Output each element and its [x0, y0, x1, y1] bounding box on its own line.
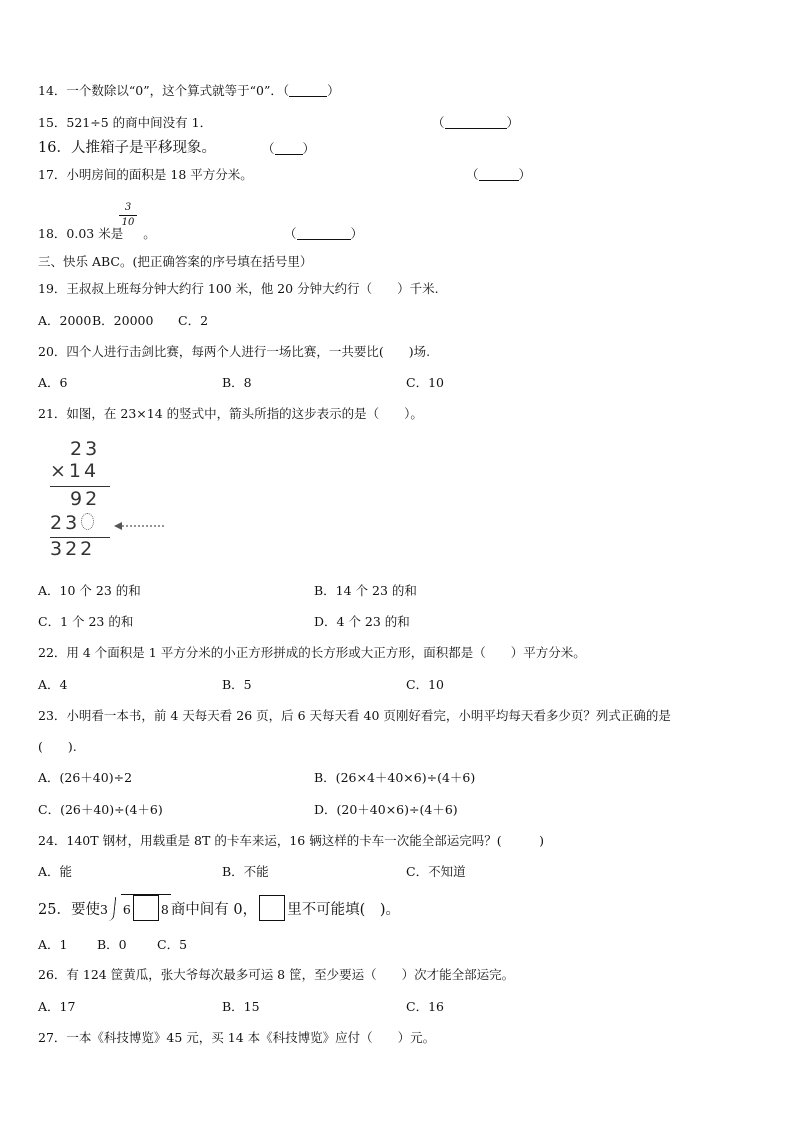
question-15-text: 15．521÷5 的商中间没有 1．: [38, 115, 213, 130]
q22-option-b[interactable]: B．5: [222, 677, 252, 692]
answer-blank-14[interactable]: [289, 84, 327, 97]
q25-option-a[interactable]: A．1: [38, 937, 68, 952]
dividend: 6 8: [121, 894, 171, 924]
question-17: [38, 167, 253, 183]
q21-option-a[interactable]: A．10 个 23 的和: [38, 583, 141, 598]
question-24-text: 24．140T 钢材，用载重是 8T 的卡车来运，16 辆这样的卡车一次能全部运完吗？( ): [38, 833, 544, 848]
q20-option-a[interactable]: A．6: [38, 375, 68, 390]
question-17-text: 17．小明房间的面积是 18 平方分米。: [38, 167, 253, 182]
q24-option-b[interactable]: B．不能: [222, 864, 269, 879]
q26-option-b[interactable]: B．15: [222, 999, 260, 1014]
question-17-paren: （ ）: [466, 167, 532, 182]
q25-option-b[interactable]: B．0: [97, 937, 127, 952]
q26-option-c[interactable]: C．16: [406, 999, 444, 1014]
question-16-text: 16．人推箱子是平移现象。: [38, 140, 216, 156]
q26-option-a[interactable]: A．17: [38, 999, 76, 1014]
q19-option-b[interactable]: B．20000: [92, 313, 154, 328]
question-19-text: 19．王叔叔上班每分钟大约行 100 米，他 20 分钟大约行（ ）千米.: [38, 281, 439, 296]
q24-option-c[interactable]: C．不知道: [406, 864, 466, 879]
q23-option-a[interactable]: A．(26＋40)÷2: [38, 770, 133, 785]
q19-option-c[interactable]: C．2: [178, 313, 209, 328]
question-20-text: 20．四个人进行击剑比赛，每两个人进行一场比赛，一共要比( )场.: [38, 344, 431, 359]
digit-box[interactable]: [133, 895, 159, 921]
question-23-text: 23．小明看一本书，前 4 天每天看 26 页，后 6 天每天看 40 页刚好看完，小明平均每天看多少页？列式正确的是: [38, 708, 671, 723]
q21-option-d[interactable]: D．4 个 23 的和: [314, 614, 410, 629]
question-26-text: 26．有 124 筐黄瓜，张大爷每次最多可运 8 筐，至少要运（ ）次才能全部运完。: [38, 967, 515, 982]
answer-blank-17[interactable]: [479, 168, 519, 181]
q21-option-c[interactable]: C．1 个 23 的和: [38, 614, 134, 629]
calc-row-partial-1: 92: [70, 488, 101, 510]
q22-option-a[interactable]: A．4: [38, 677, 68, 692]
q20-option-b[interactable]: B．8: [222, 375, 252, 390]
question-16: [38, 140, 216, 156]
left-arrow-icon: [114, 521, 164, 531]
q23-option-d[interactable]: D．(20＋40×6)÷(4＋6): [314, 802, 458, 817]
calc-row-product: 322: [50, 538, 96, 560]
dotted-placeholder-icon: [81, 513, 94, 530]
q19-option-a[interactable]: A．2000: [38, 313, 92, 328]
calc-row-multiplicand: 23: [70, 438, 101, 460]
q22-option-c[interactable]: C．10: [406, 677, 444, 692]
q24-option-a[interactable]: A．能: [38, 864, 73, 879]
question-14-text: 14．一个数除以“0”，这个算式就等于“0”．: [38, 83, 283, 98]
digit-box-reference: [259, 895, 285, 921]
section-3-heading: 三、快乐 ABC。(把正确答案的序号填在括号里）: [38, 254, 313, 269]
question-22-text: 22．用 4 个面积是 1 平方分米的小正方形拼成的长方形或大正方形，面积都是（ ）平方分米。: [38, 645, 586, 660]
divisor: 3: [99, 902, 108, 917]
question-18: 18．0.03 米是 。: [38, 226, 156, 241]
question-15: [38, 115, 212, 131]
q21-option-b[interactable]: B．14 个 23 的和: [314, 583, 417, 598]
answer-blank-18[interactable]: [297, 227, 351, 240]
question-27-text: 27．一本《科技博览》45 元，买 14 本《科技博览》应付（ ）元。: [38, 1030, 436, 1045]
question-23-text-cont: ( ).: [38, 739, 77, 754]
q23-option-c[interactable]: C．(26＋40)÷(4＋6): [38, 802, 163, 817]
fraction-3-10: 3 10: [119, 202, 137, 229]
division-bracket-icon: [107, 897, 117, 921]
q25-option-c[interactable]: C．5: [157, 937, 188, 952]
answer-blank-16[interactable]: [275, 142, 303, 155]
question-18-paren: （ ）: [284, 226, 364, 241]
vertical-multiplication-figure: [46, 438, 166, 563]
answer-blank-15[interactable]: [445, 116, 507, 129]
calc-row-partial-2: 23: [50, 512, 94, 534]
calc-row-multiplier: ×14: [50, 460, 100, 482]
question-25: 25．要使3 6 8 商中间有 0， 里不可能填( )。: [38, 894, 400, 924]
q20-option-c[interactable]: C．10: [406, 375, 444, 390]
q23-option-b[interactable]: B．(26×4＋40×6)÷(4＋6): [314, 770, 476, 785]
question-16-paren: （ ）: [262, 141, 316, 156]
question-21-text: 21．如图，在 23×14 的竖式中，箭头所指的这步表示的是（ ）。: [38, 406, 423, 421]
question-14: 14．一个数除以“0”，这个算式就等于“0”．（ ）: [38, 83, 340, 98]
question-15-paren: （ ）: [432, 115, 520, 130]
